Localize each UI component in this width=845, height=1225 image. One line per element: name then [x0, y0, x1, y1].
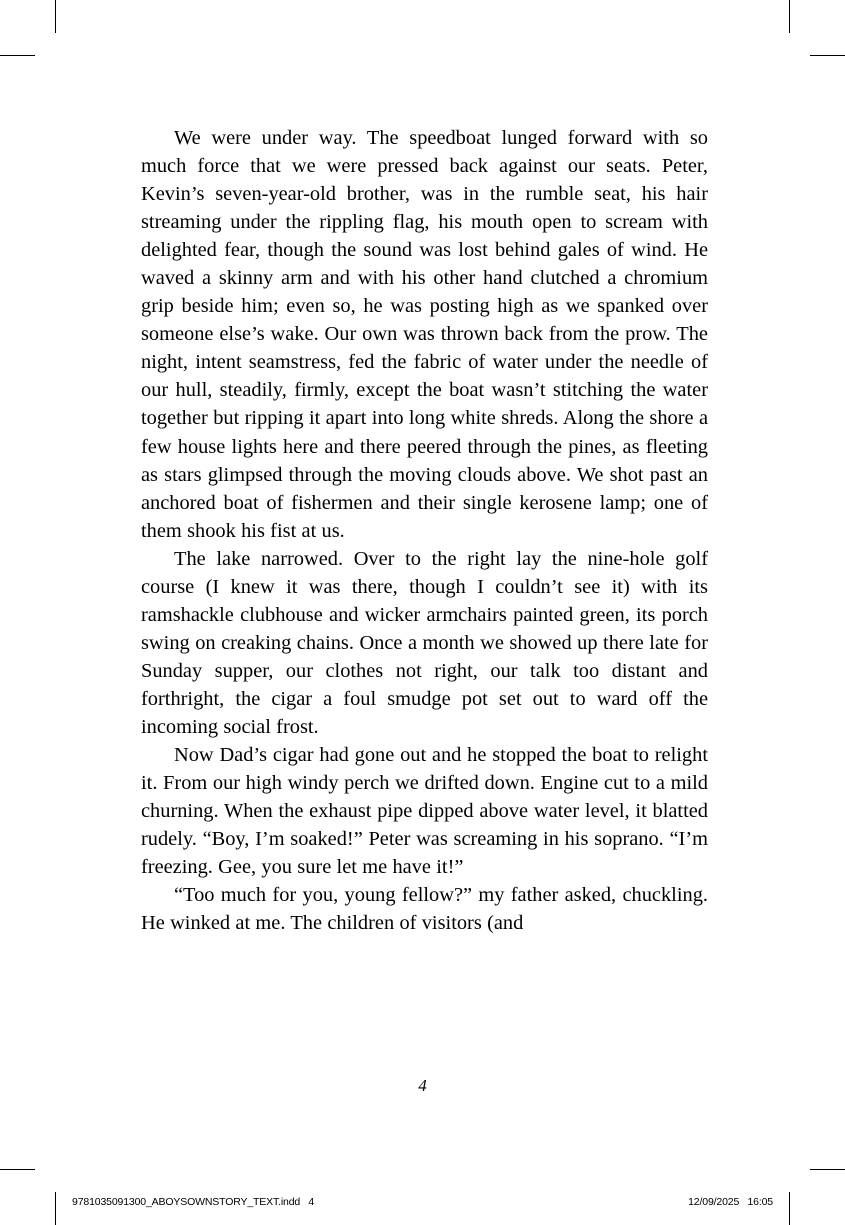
body-paragraph: “Too much for you, young fellow?” my father asked, chuckling. He winked at me. The children of visitors (and — [141, 884, 708, 935]
slug-timestamp: 12/09/2025 16:05 — [688, 1196, 773, 1208]
slug-line — [72, 1196, 773, 1208]
crop-mark-top-left-vertical — [55, 0, 56, 33]
crop-mark-bottom-left-vertical — [55, 1192, 56, 1225]
crop-mark-bottom-right-vertical — [789, 1192, 790, 1225]
page-number-folio: 4 — [418, 1076, 427, 1095]
body-paragraph: We were under way. The speedboat lunged forward with so much force that we were pressed back against our seats. Peter, Kevin’s seven-year-old brother, was in the rumble seat, his hair streaming under the rippling flag, his mouth open to scream with delighted fear, though the sound was lost behind gales of wind. He waved a skinny arm and with his other hand clutched a chromium grip beside him; even so, he was posting high as we spanked over someone else’s wake. Our own was thrown back from the prow. The night, intent seamstress, fed the fabric of water under the needle of our hull, steadily, firmly, except the boat wasn’t stitching the water together but ripping it apart into long white shreds. Along the shore a few house lights here and there peered through the pines, as fleeting as stars glimpsed through the moving clouds above. We shot past an anchored boat of fishermen and their single kerosene lamp; one of them shook his fist at us. — [141, 127, 708, 542]
body-text-block — [141, 124, 708, 937]
crop-mark-bottom-right-horizontal — [810, 1169, 845, 1170]
body-paragraph: Now Dad’s cigar had gone out and he stopped the boat to relight it. From our high windy perch we drifted down. Engine cut to a mild churning. When the exhaust pipe dipped above water level, it blatted rudely. “Boy, I’m soaked!” Peter was screaming in his soprano. “I’m freezing. Gee, you sure let me have it!” — [141, 744, 708, 879]
crop-mark-top-left-horizontal — [0, 55, 35, 56]
crop-mark-bottom-left-horizontal — [0, 1169, 35, 1170]
slug-filename: 9781035091300_ABOYSOWNSTORY_TEXT.indd 4 — [72, 1196, 315, 1208]
crop-mark-top-right-vertical — [789, 0, 790, 33]
crop-mark-top-right-horizontal — [810, 55, 845, 56]
body-paragraph: The lake narrowed. Over to the right lay the nine-hole golf course (I knew it was there, though I couldn’t see it) with its ramshackle clubhouse and wicker armchairs painted green, its porch swing on creaking chains. Once a month we showed up there late for Sunday supper, our clothes not right, our talk too distant and forthright, the cigar a foul smudge pot set out to ward off the incoming social frost. — [141, 547, 708, 738]
